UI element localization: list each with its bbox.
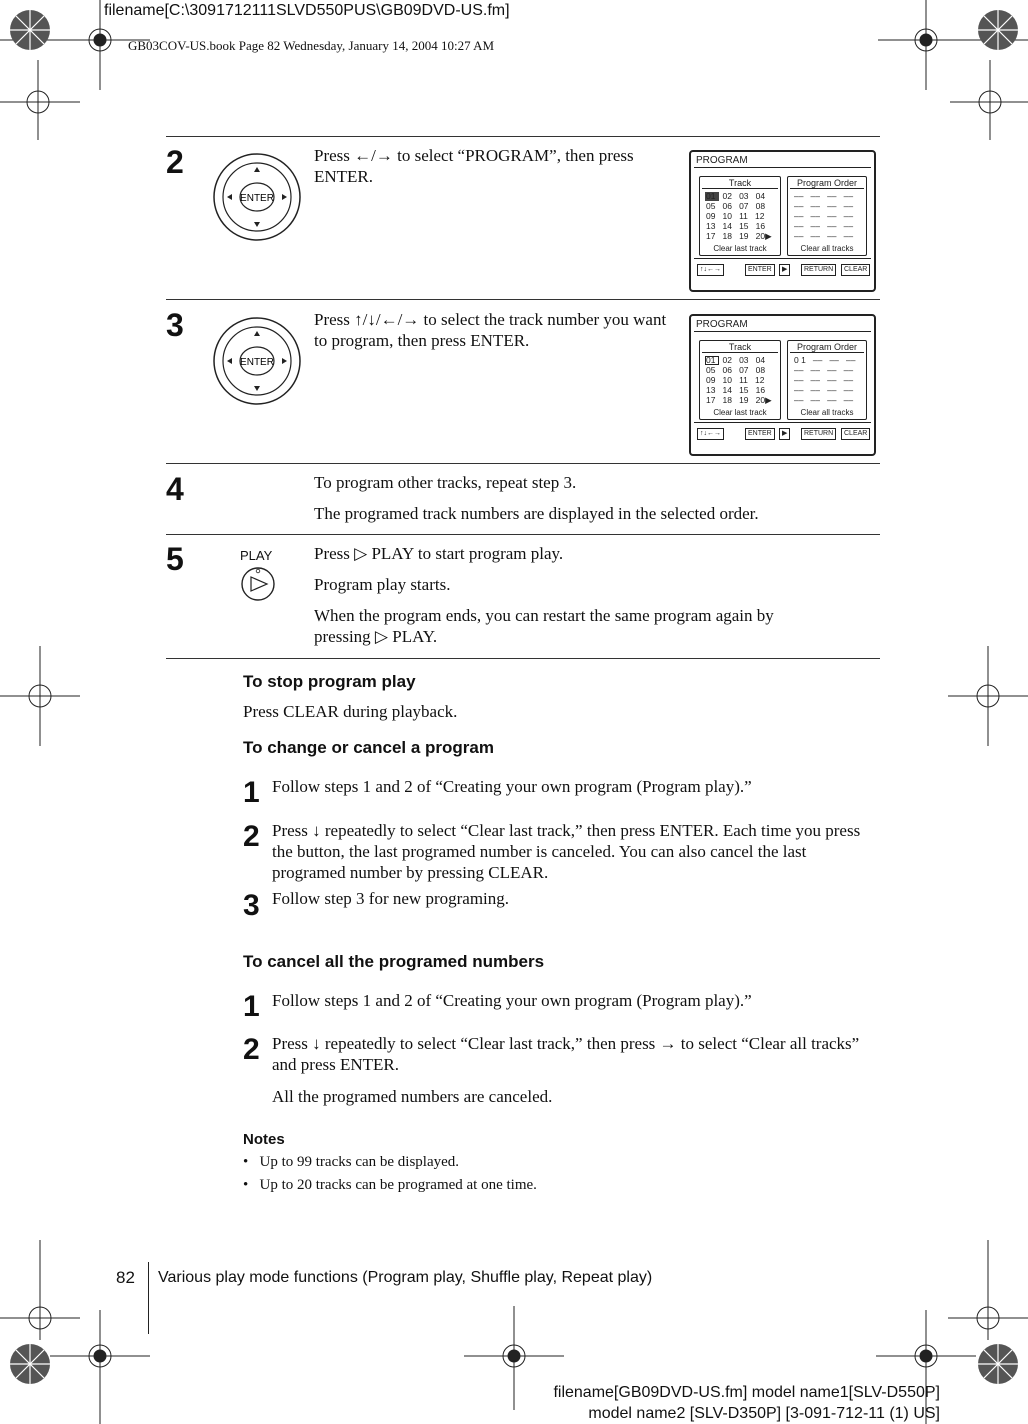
- clear-all-tracks[interactable]: Clear all tracks: [800, 244, 854, 253]
- track-header: Track: [728, 178, 752, 188]
- clear-key: CLEAR: [841, 264, 870, 276]
- divider: [166, 534, 880, 535]
- step-number: 3: [166, 307, 184, 343]
- list-text: Press ↓ repeatedly to select “Clear last track,” then press → to select “Clear all tracks” and press ENTER.: [272, 1034, 860, 1074]
- osd-title: PROGRAM: [696, 155, 748, 166]
- order-panel: [787, 340, 867, 420]
- order-header: Program Order: [796, 342, 858, 352]
- clear-last-track[interactable]: Clear last track: [713, 408, 767, 417]
- divider: [166, 299, 880, 300]
- step-number: 5: [166, 541, 184, 577]
- step-text: When the program ends, you can restart the same program again by pressing ▷ PLAY.: [314, 606, 774, 646]
- track-panel: [699, 340, 781, 420]
- page-number: 82: [116, 1268, 135, 1287]
- return-key: RETURN: [801, 428, 836, 440]
- section-footer: Various play mode functions (Program play, Shuffle play, Repeat play): [158, 1269, 653, 1286]
- arrow-keys-icon: ↑↓←→: [697, 428, 724, 440]
- note-item: • Up to 99 tracks can be displayed.: [243, 1154, 460, 1170]
- order-header: Program Order: [796, 178, 858, 188]
- list-text: Press ↓ repeatedly to select “Clear last track,” then press ENTER. Each time you press the button, the last programed number is canceled. You can also cancel the last programed number by pressing CLEAR.: [272, 821, 861, 882]
- book-info: GB03COV-US.book Page 82 Wednesday, January 14, 2004 10:27 AM: [128, 38, 495, 53]
- play-button-label: PLAY: [240, 548, 273, 563]
- track-grid: 01 02 03 04 05 06 07 08 09 10 11 12 13 14 15 16 17 18 19 20▶: [706, 191, 772, 241]
- arrow-keys-icon: ↑↓←→: [697, 264, 724, 276]
- play-key: ▶: [779, 264, 790, 276]
- osd-program-screen: [689, 314, 876, 456]
- step-text: Press ▷ PLAY to start program play.: [314, 544, 564, 563]
- track-header: Track: [728, 342, 752, 352]
- note-item: • Up to 20 tracks can be programed at one time.: [243, 1177, 537, 1193]
- enter-key: ENTER: [745, 428, 775, 440]
- order-grid: –– –– –– –– –– –– –– –– –– –– –– –– –– –– –– –– –– –– –– ––: [794, 191, 854, 241]
- list-text: All the programed numbers are canceled.: [272, 1087, 553, 1106]
- footer-rule: [148, 1262, 149, 1334]
- order-grid: 0 1 –– –– –– –– –– –– –– –– –– –– –– –– –– –– –– –– –– –– ––: [794, 355, 856, 405]
- remote-dpad-icon: [212, 316, 302, 406]
- step-text: Program play starts.: [314, 575, 451, 594]
- remote-dpad-icon: [212, 152, 302, 242]
- order-panel: [787, 176, 867, 256]
- svg-text:ENTER: ENTER: [240, 357, 274, 368]
- list-text: Follow step 3 for new programing.: [272, 889, 510, 908]
- divider: [166, 463, 880, 464]
- step-text: The programed track numbers are displayed in the selected order.: [314, 504, 759, 523]
- osd-title: PROGRAM: [696, 319, 748, 330]
- list-text: Follow steps 1 and 2 of “Creating your own program (Program play).”: [272, 991, 752, 1010]
- file-info-line2: model name2 [SLV-D350P] [3-091-712-11 (1) US]: [588, 1405, 940, 1422]
- list-number: 1: [243, 990, 260, 1023]
- body-text: Press CLEAR during playback.: [243, 702, 458, 721]
- list-number: 1: [243, 776, 260, 809]
- enter-key: ENTER: [745, 264, 775, 276]
- list-number: 2: [243, 1033, 260, 1066]
- clear-last-track[interactable]: Clear last track: [713, 244, 767, 253]
- step-text: To program other tracks, repeat step 3.: [314, 473, 577, 492]
- track-grid: 01 02 03 04 05 06 07 08 09 10 11 12 13 14 15 16 17 18 19 20▶: [706, 355, 772, 405]
- clear-all-tracks[interactable]: Clear all tracks: [800, 408, 854, 417]
- file-info-line1: filename[GB09DVD-US.fm] model name1[SLV-D550P]: [553, 1384, 940, 1401]
- divider: [166, 136, 880, 137]
- svg-text:ENTER: ENTER: [240, 193, 274, 204]
- section-heading: To change or cancel a program: [243, 738, 494, 757]
- divider: [166, 658, 880, 659]
- filename-top: filename[C:\3091712111SLVD550PUS\GB09DVD-US.fm]: [104, 2, 510, 19]
- play-key: ▶: [779, 428, 790, 440]
- section-heading: To cancel all the programed numbers: [243, 952, 545, 971]
- osd-program-screen: [689, 150, 876, 292]
- list-number: 3: [243, 889, 260, 922]
- step-text: Press ↑/↓/←/→ to select the track number you want to program, then press ENTER.: [314, 310, 667, 350]
- step-number: 4: [166, 471, 184, 507]
- step-number: 2: [166, 144, 184, 180]
- clear-key: CLEAR: [841, 428, 870, 440]
- return-key: RETURN: [801, 264, 836, 276]
- play-button-icon: [240, 566, 276, 602]
- section-heading: To stop program play: [243, 672, 416, 691]
- track-panel: [699, 176, 781, 256]
- list-number: 2: [243, 820, 260, 853]
- notes-heading: Notes: [243, 1131, 285, 1148]
- list-text: Follow steps 1 and 2 of “Creating your own program (Program play).”: [272, 777, 752, 796]
- step-text: Press ←/→ to select “PROGRAM”, then press ENTER.: [314, 146, 634, 186]
